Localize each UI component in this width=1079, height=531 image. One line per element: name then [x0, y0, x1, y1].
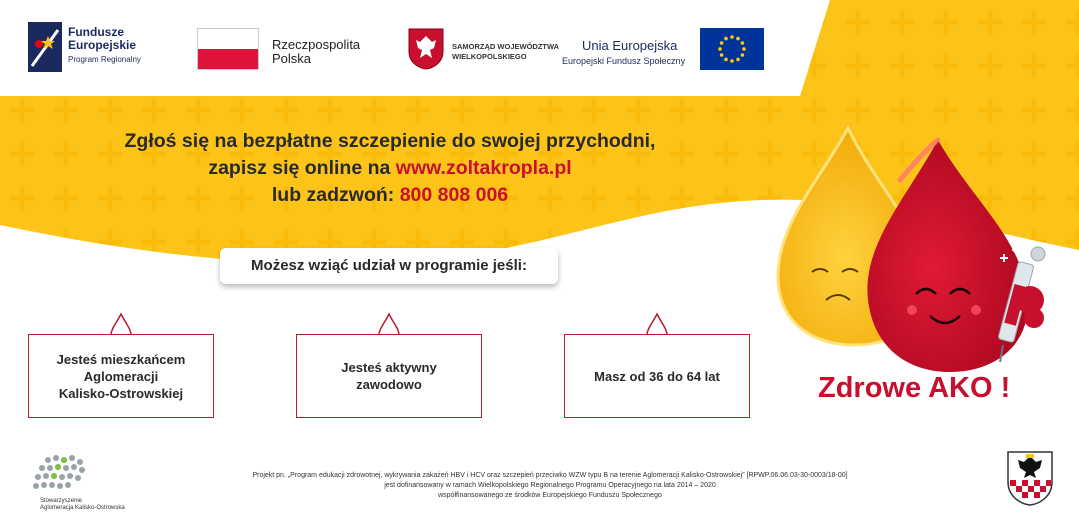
fundusze-star-icon: [28, 22, 62, 72]
association-line2: Aglomeracja Kalisko-Ostrowska: [40, 505, 125, 511]
footer-text: [190, 471, 910, 501]
samorzad-line2: WIELKOPOLSKIEGO: [452, 52, 527, 61]
headline-line1: Zgłoś się na bezpłatne szczepienie do swojej przychodni,: [124, 130, 656, 152]
headline-line3: lub zadzwoń: 800 808 006: [271, 184, 509, 206]
fundusze-europejskie-logo: [28, 22, 168, 74]
criterion-employment: [296, 334, 482, 418]
rzeczpospolita-line1: Rzeczpospolita: [272, 37, 361, 52]
samorzad-line1: SAMORZĄD WOJEWÓDZTWA: [452, 42, 560, 51]
unia-line2: Europejski Fundusz Społeczny: [562, 56, 686, 66]
association-line1: Stowarzyszenie: [40, 498, 83, 504]
rzeczpospolita-line2: Polska: [272, 51, 312, 66]
criterion-age-text: Masz od 36 do 64 lat: [594, 368, 720, 384]
unia-line1: Unia Europejska: [582, 38, 678, 53]
slogan: Zdrowe AKO !: [818, 372, 1011, 404]
eligibility-title: Możesz wziąć udział w programie jeśli:: [220, 248, 558, 284]
eu-flag-icon: [700, 28, 764, 70]
footer-line3: współfinansowanego ze środków Europejskiego Funduszu Społecznego: [438, 492, 662, 499]
criterion-age: [564, 334, 750, 418]
association-logo: [28, 452, 125, 511]
footer-line1: Projekt pn. „Program edukacji zdrowotnej, wykrywania zakażeń HBV i HCV oraz szczepień przeciwko WZW typu B na terenie Aglomeracji Kalisko-Ostrowskiej” [RPWP.06.06.03-30-0003/18-00]: [252, 472, 848, 479]
eagle-shield-icon: [408, 28, 444, 70]
coat-of-arms-icon: [1006, 450, 1054, 506]
criterion-employment-text: Jesteś aktywny zawodowo: [341, 360, 437, 392]
fundusze-line2: Europejskie: [68, 38, 137, 52]
footer-line2: jest dofinansowany w ramach Wielkopolskiego Regionalnego Programu Operacyjnego na lata 2014 – 2020: [384, 482, 716, 489]
phone-number[interactable]: 800 808 006: [399, 184, 509, 206]
criterion-residence-text: Jesteś mieszkańcem Aglomeracji Kalisko-Ostrowskiej: [56, 351, 186, 401]
dots-cluster-icon: [28, 452, 98, 498]
criterion-residence: [28, 334, 214, 418]
headline-line2: zapisz się online na www.zoltakropla.pl: [208, 157, 572, 179]
fundusze-line3: Program Regionalny: [68, 55, 141, 64]
website-link[interactable]: www.zoltakropla.pl: [395, 157, 572, 179]
polish-flag-icon: [197, 28, 259, 70]
headline: [70, 128, 710, 209]
fundusze-line1: Fundusze: [68, 25, 124, 39]
